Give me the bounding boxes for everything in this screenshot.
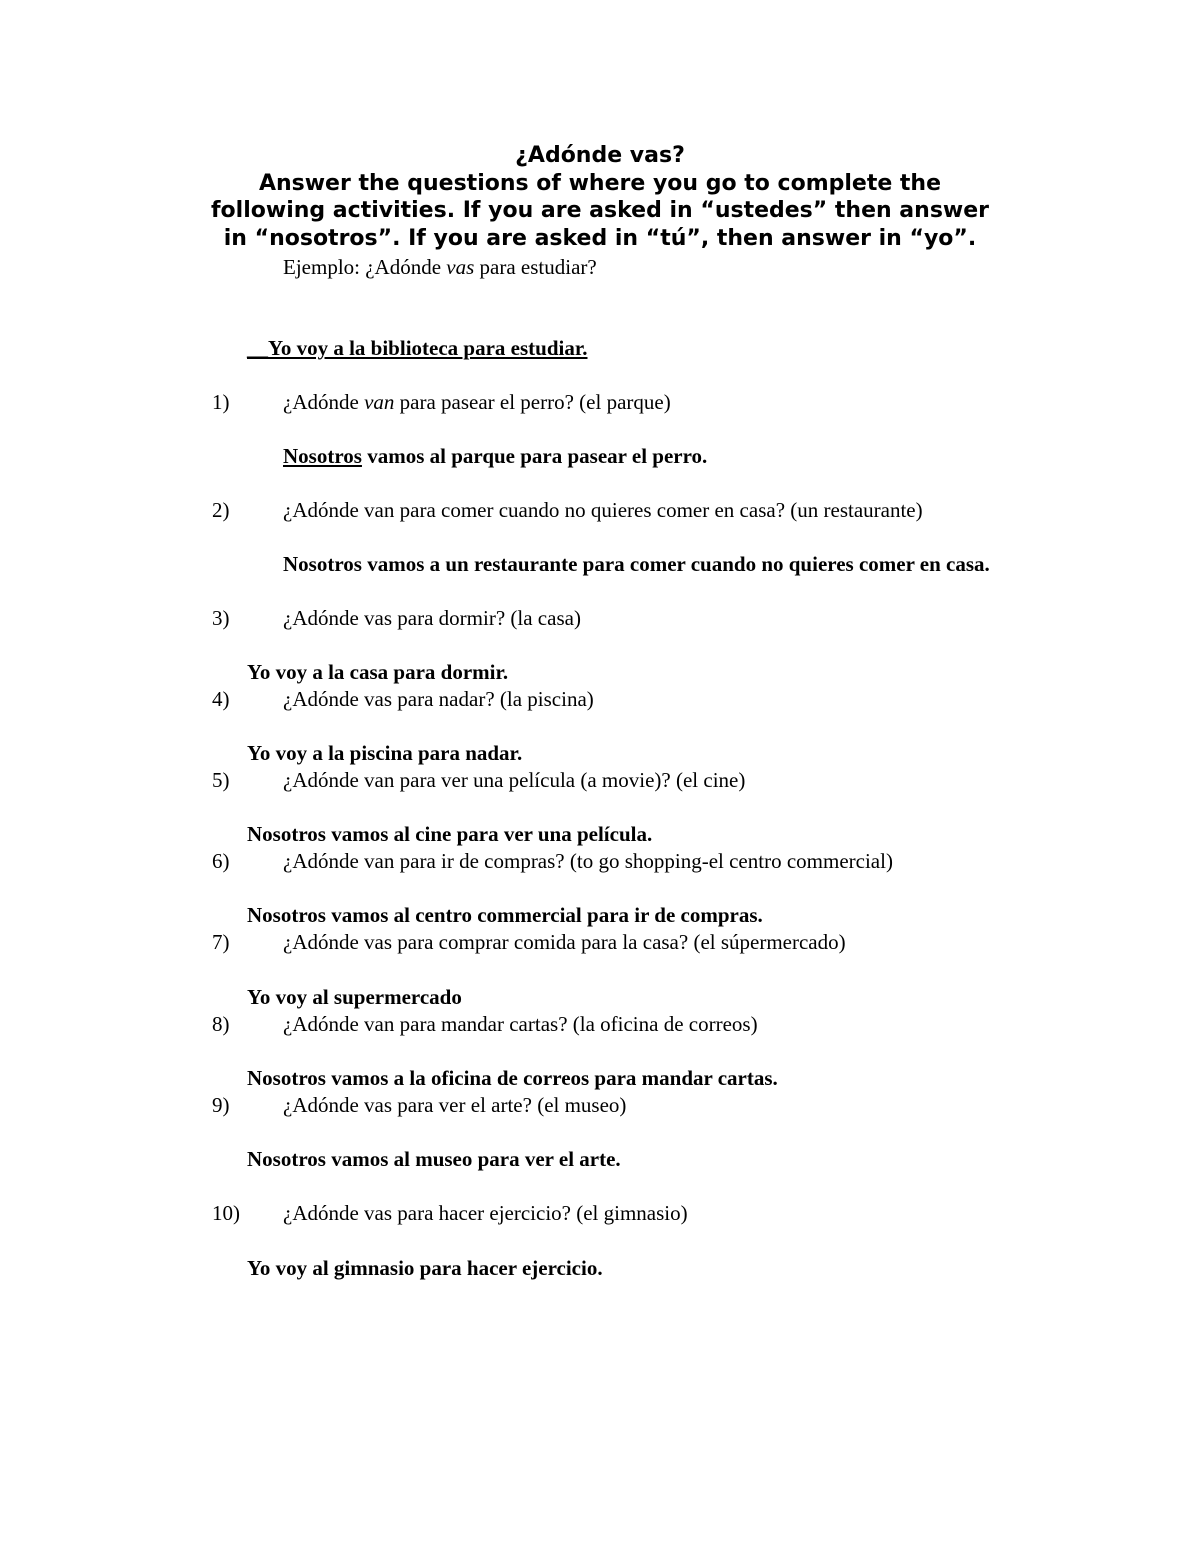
question-number: 3): [212, 606, 230, 630]
question-number: 6): [212, 849, 230, 873]
answer-8: Nosotros vamos a la oficina de correos para mandar cartas.: [247, 1066, 778, 1090]
question-number: 9): [212, 1093, 230, 1117]
answer-4: Yo voy a la piscina para nadar.: [247, 741, 523, 765]
question-6: ¿Adónde van para ir de compras? (to go shopping-el centro commercial): [283, 849, 893, 873]
example-question: Ejemplo: ¿Adónde vas para estudiar?: [283, 255, 597, 279]
question-9: ¿Adónde vas para ver el arte? (el museo): [283, 1093, 627, 1117]
worksheet-header: [150, 142, 1050, 252]
answer-6: Nosotros vamos al centro commercial para ir de compras.: [247, 903, 763, 927]
example-verb: vas: [446, 255, 475, 279]
question-number: 4): [212, 687, 230, 711]
question-1-verb: van: [364, 390, 395, 414]
example-answer: __Yo voy a la biblioteca para estudiar.: [247, 336, 588, 360]
instructions-line-2: following activities. If you are asked in “ustedes” then answer: [210, 198, 990, 223]
answer-blank: __: [247, 336, 268, 360]
instructions-line-3: in “nosotros”. If you are asked in “tú”, then answer in “yo”.: [223, 225, 977, 251]
question-number: 5): [212, 768, 230, 792]
answer-9: Nosotros vamos al museo para ver el arte.: [247, 1147, 621, 1171]
question-2: ¿Adónde van para comer cuando no quieres comer en casa? (un restaurante): [283, 498, 923, 522]
answer-10: Yo voy al gimnasio para hacer ejercicio.: [247, 1256, 603, 1280]
question-number: 8): [212, 1012, 230, 1036]
question-3: ¿Adónde vas para dormir? (la casa): [283, 606, 581, 630]
answer-1: Nosotros vamos al parque para pasear el perro.: [283, 444, 708, 468]
answer-2: Nosotros vamos a un restaurante para comer cuando no quieres comer en casa.: [283, 552, 990, 576]
answer-1-subject: Nosotros: [283, 444, 362, 468]
question-8: ¿Adónde van para mandar cartas? (la oficina de correos): [283, 1012, 758, 1036]
question-5: ¿Adónde van para ver una película (a movie)? (el cine): [283, 768, 746, 792]
worksheet-title: ¿Adónde vas?: [515, 143, 685, 168]
question-number: 7): [212, 930, 230, 954]
question-number: 2): [212, 498, 230, 522]
instructions-line-1: Answer the questions of where you go to complete the: [258, 170, 942, 196]
question-number: 1): [212, 390, 230, 414]
question-number: 10): [212, 1201, 240, 1225]
question-1: ¿Adónde van para pasear el perro? (el parque): [283, 390, 671, 414]
question-4: ¿Adónde vas para nadar? (la piscina): [283, 687, 594, 711]
question-10: ¿Adónde vas para hacer ejercicio? (el gimnasio): [283, 1201, 688, 1225]
answer-3: Yo voy a la casa para dormir.: [247, 660, 509, 684]
answer-5: Nosotros vamos al cine para ver una película.: [247, 822, 653, 846]
answer-7: Yo voy al supermercado: [247, 985, 462, 1009]
question-7: ¿Adónde vas para comprar comida para la casa? (el súpermercado): [283, 930, 846, 954]
